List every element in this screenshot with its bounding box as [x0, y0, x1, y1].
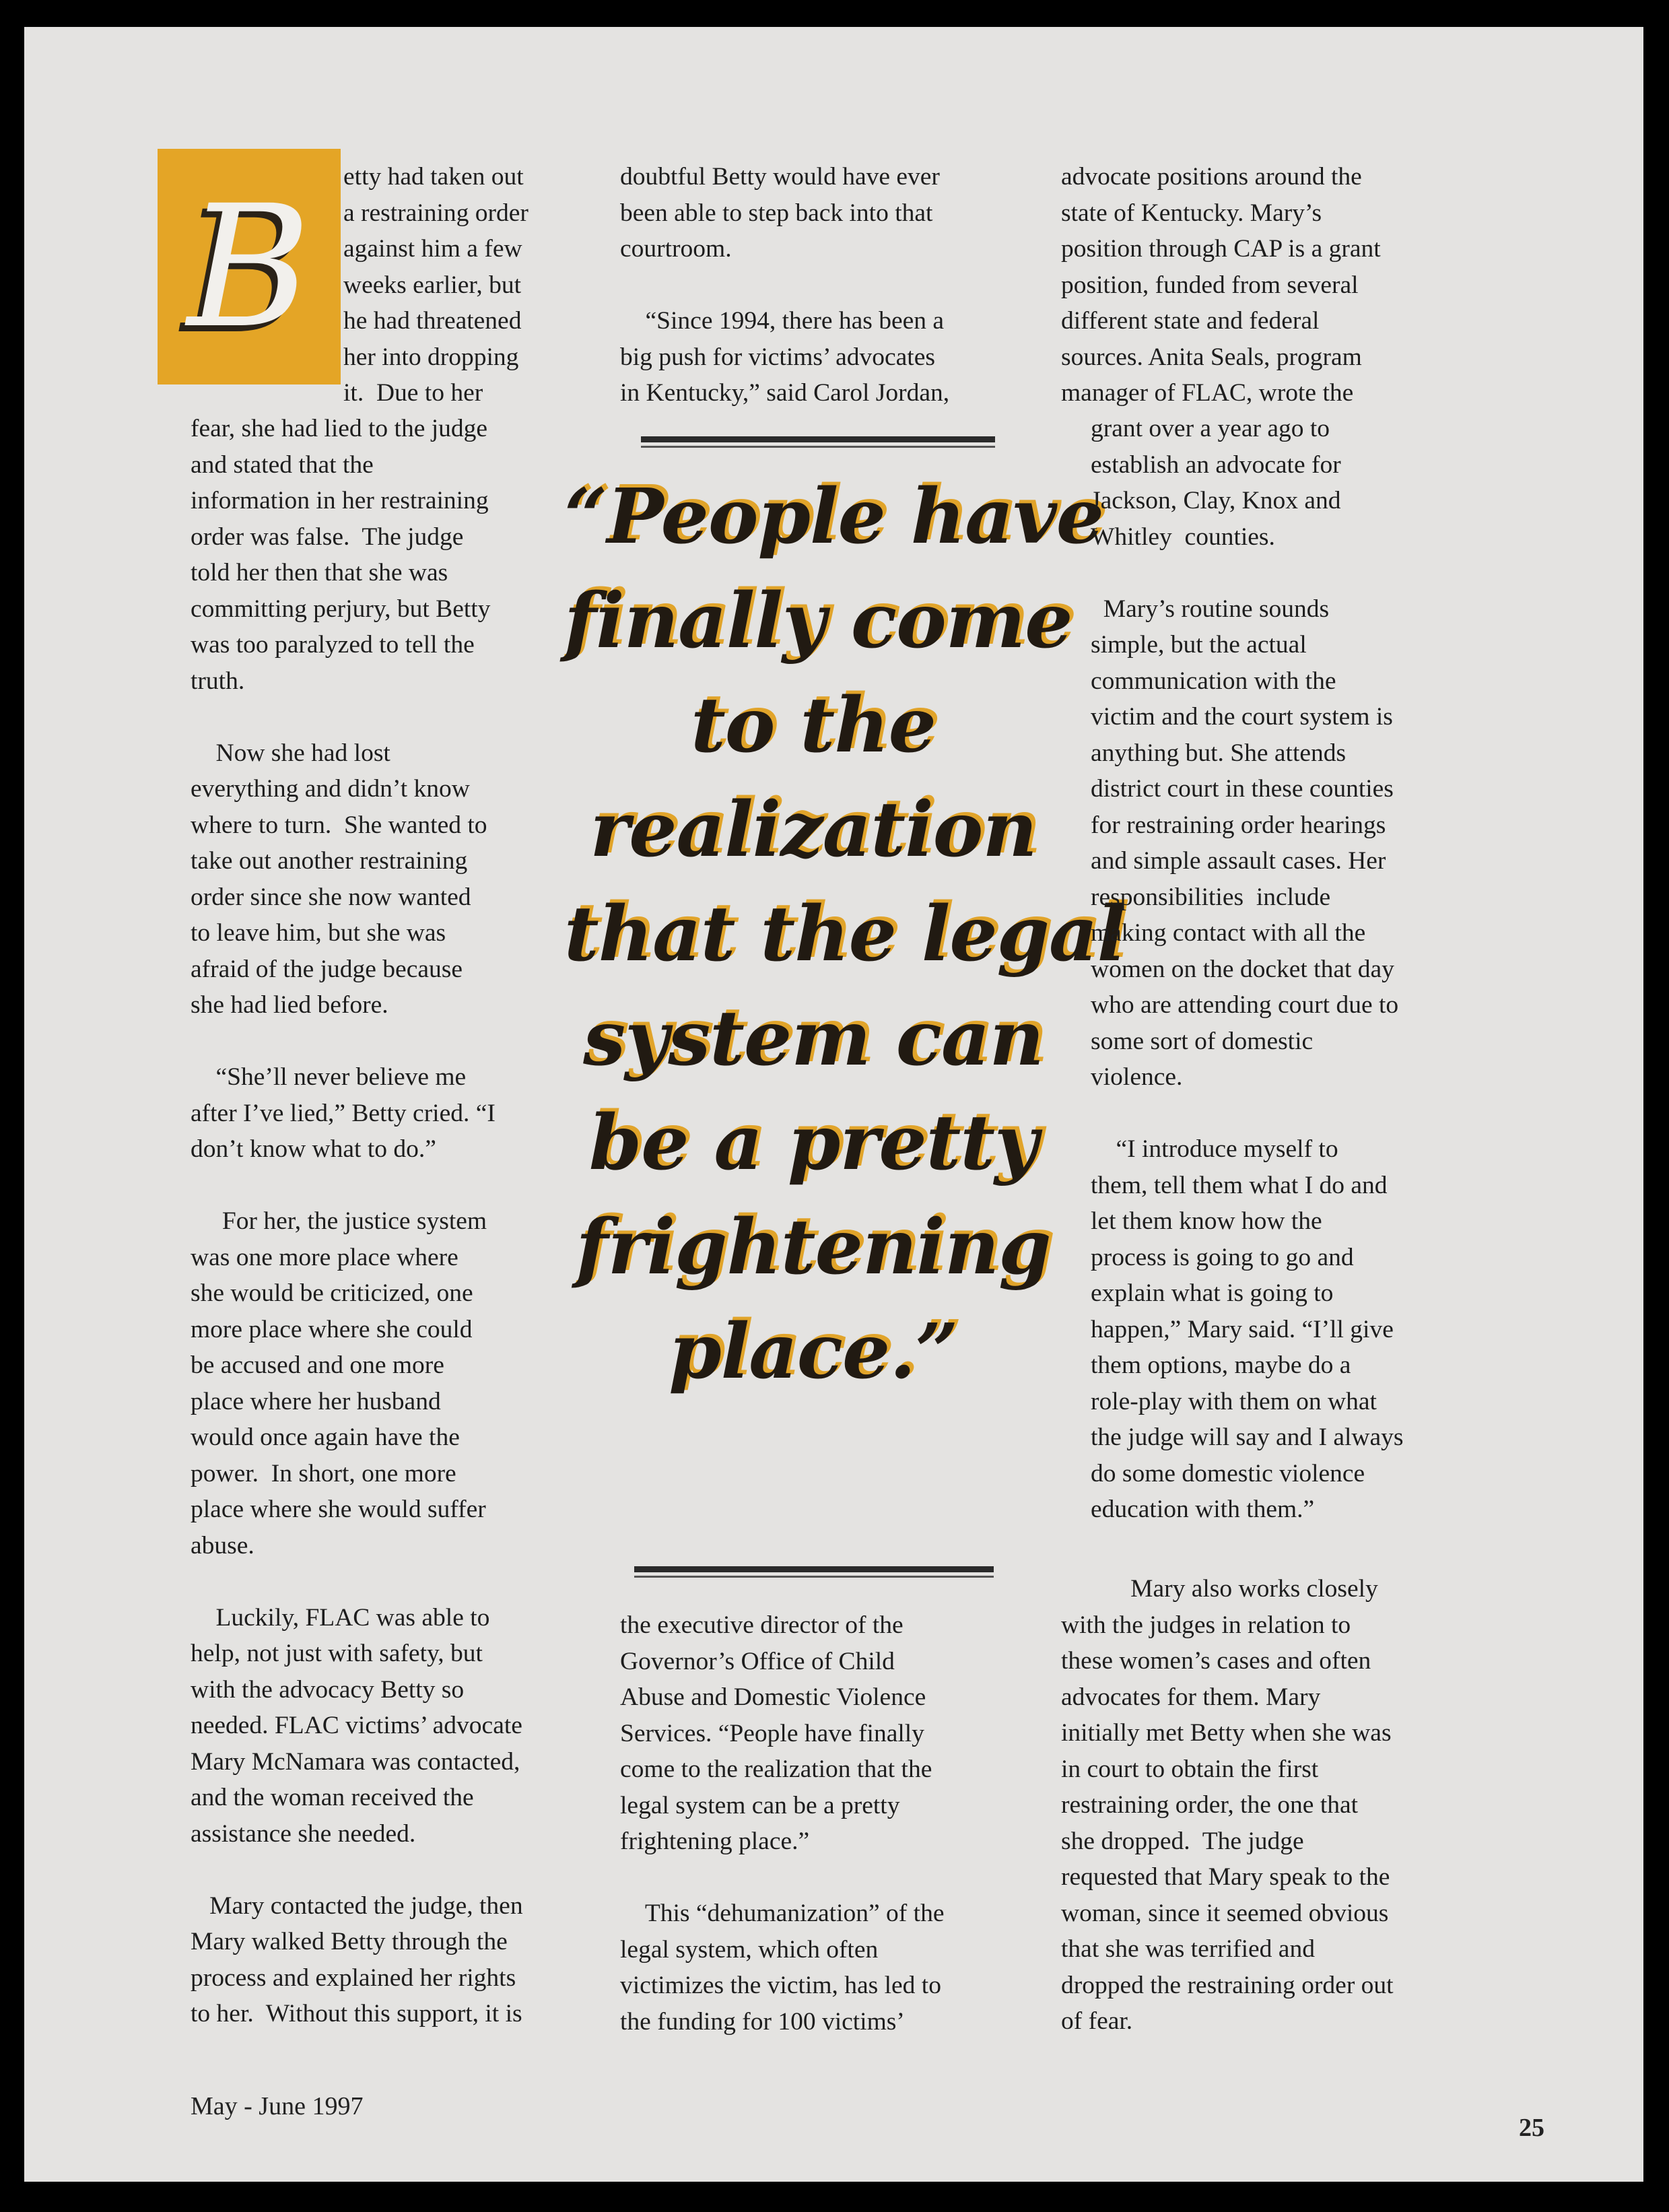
text-line: in Kentucky,” said Carol Jordan, [620, 379, 950, 407]
text-line: anything but. She attends [1091, 739, 1347, 767]
text-line: This “dehumanization” of the [620, 1900, 945, 1927]
text-line: weeks earlier, but [343, 271, 522, 299]
text-line: etty had taken out [343, 163, 524, 191]
text-line: Governor’s Office of Child [620, 1647, 895, 1675]
text-line: courtroom. [620, 235, 732, 263]
text-line: to her. Without this support, it is [191, 2000, 522, 2027]
text-line: abuse. [191, 1531, 254, 1560]
text-line: grant over a year ago to [1091, 415, 1330, 442]
text-line: responsibilities include [1091, 883, 1331, 911]
text-line: take out another restraining [191, 847, 468, 875]
text-line: frightening place.” [620, 1828, 810, 1855]
column-1 [191, 411, 523, 2032]
text-line [191, 1168, 523, 1204]
text-line: simple, but the actual [1091, 631, 1307, 659]
text-line: more place where she could [191, 1315, 473, 1343]
text-line: Mary contacted the judge, then [191, 1891, 523, 1920]
text-line: dropped the restraining order out [1061, 1971, 1394, 1999]
text-line [191, 1564, 523, 1600]
text-line: realization [590, 786, 1037, 874]
text-line: them, tell them what I do and [1091, 1171, 1388, 1199]
text-line: the executive director of the [620, 1611, 904, 1639]
text-line: place where she would suffer [191, 1496, 486, 1523]
text-line: sources. Anita Seals, program [1061, 343, 1362, 371]
text-line [191, 699, 523, 735]
issue-date: May - June 1997 [191, 2092, 364, 2120]
text-line: “People have [564, 473, 1104, 561]
text-line: been able to step back into that [620, 199, 933, 227]
text-line: to the [691, 681, 936, 770]
text-line: Services. “People have finally [620, 1719, 924, 1747]
text-line: role-play with them on what [1091, 1387, 1377, 1415]
text-line [191, 1024, 523, 1060]
text-line: with the advocacy Betty so [191, 1675, 465, 1704]
drop-cap-letter: B [187, 168, 311, 365]
text-line: doubtful Betty would have ever [620, 163, 940, 191]
column-3 [1091, 411, 1403, 1528]
text-line: of fear. [1061, 2007, 1133, 2035]
text-line: the funding for 100 victims’ [620, 2007, 905, 2036]
text-line: in court to obtain the first [1061, 1755, 1319, 1783]
text-line: Luckily, FLAC was able to [191, 1603, 490, 1632]
text-line: Now she had lost [191, 739, 390, 767]
column-3-bottom [1061, 1571, 1394, 2040]
text-line: be a pretty [588, 1099, 1038, 1187]
text-line: frightening [576, 1203, 1051, 1292]
text-line: these women’s cases and often [1061, 1647, 1371, 1675]
text-line: after I’ve lied,” Betty cried. “I [191, 1099, 496, 1127]
text-line: process is going to go and [1091, 1243, 1354, 1271]
text-line: and the woman received the [191, 1784, 474, 1811]
text-line: it. Due to her [343, 379, 483, 407]
text-line: who are attending court due to [1091, 991, 1399, 1019]
text-line: For her, the justice system [191, 1207, 487, 1235]
text-line: place where her husband [191, 1387, 441, 1415]
pull-quote-top-rule [641, 436, 995, 442]
text-line: was too paralyzed to tell the [191, 631, 475, 659]
text-line: order was false. The judge [191, 523, 464, 551]
text-line: order since she now wanted [191, 883, 471, 911]
text-line: position through CAP is a grant [1061, 235, 1381, 263]
text-line: don’t know what to do.” [191, 1135, 436, 1163]
text-line: making contact with all the [1091, 919, 1366, 947]
text-line [620, 267, 949, 304]
text-line: process and explained her rights [191, 1964, 516, 1992]
pull-quote [564, 465, 1126, 1404]
text-line: information in her restraining [191, 487, 489, 514]
text-line: advocates for them. Mary [1061, 1683, 1321, 1711]
text-line: position, funded from several [1061, 271, 1359, 299]
text-line: violence. [1091, 1063, 1183, 1091]
page-number: 25 [1519, 2114, 1544, 2142]
text-line: manager of FLAC, wrote the [1061, 379, 1354, 407]
text-line: come to the realization that the [620, 1755, 932, 1783]
text-line: some sort of domestic [1091, 1027, 1314, 1055]
text-line: the judge will say and I always [1091, 1423, 1404, 1451]
text-line: different state and federal [1061, 307, 1320, 335]
text-line: would once again have the [191, 1423, 460, 1451]
text-line: “She’ll never believe me [191, 1063, 467, 1091]
text-line: to leave him, but she was [191, 919, 446, 947]
text-line: where to turn. She wanted to [191, 811, 487, 839]
text-line: women on the docket that day [1091, 955, 1394, 983]
text-line: afraid of the judge because [191, 955, 463, 983]
text-line: finally come [564, 577, 1072, 665]
text-line: she had lied before. [191, 991, 388, 1019]
text-line: her into dropping [343, 343, 519, 371]
text-line: let them know how the [1091, 1207, 1322, 1235]
text-line [1091, 1096, 1403, 1132]
text-line: she dropped. The judge [1061, 1827, 1304, 1855]
text-line: victim and the court system is [1091, 703, 1393, 731]
text-line: help, not just with safety, but [191, 1640, 483, 1667]
text-line: he had threatened [343, 307, 522, 335]
text-line: establish an advocate for [1091, 450, 1341, 479]
text-line: told her then that she was [191, 559, 448, 586]
column-1-intro [343, 159, 529, 411]
text-line [191, 1852, 523, 1888]
text-line: Abuse and Domestic Violence [620, 1683, 926, 1711]
text-line: and stated that the [191, 450, 374, 479]
text-line: “Since 1994, there has been a [620, 307, 945, 335]
text-line: with the judges in relation to [1061, 1611, 1351, 1639]
text-line: “I introduce myself to [1091, 1135, 1338, 1163]
text-line: truth. [191, 667, 245, 695]
text-line: Whitley counties. [1091, 523, 1275, 551]
text-line: power. In short, one more [191, 1459, 456, 1487]
text-line: legal system can be a pretty [620, 1791, 900, 1819]
text-line: them options, maybe do a [1091, 1351, 1351, 1379]
text-line: everything and didn’t know [191, 775, 470, 803]
text-line: victimizes the victim, has led to [620, 1972, 941, 1999]
column-2-top [620, 159, 949, 411]
text-line: against him a few [343, 235, 522, 263]
text-line: do some domestic violence [1091, 1459, 1365, 1487]
pull-quote-bottom-rule-thin [634, 1576, 994, 1578]
text-line: big push for victims’ advocates [620, 343, 935, 371]
pull-quote-top-rule-thin [641, 446, 995, 448]
text-line: legal system, which often [620, 1935, 879, 1964]
text-line: woman, since it seemed obvious [1061, 1899, 1389, 1927]
drop-cap [158, 149, 341, 384]
text-line: explain what is going to [1091, 1279, 1334, 1307]
text-line: district court in these counties [1091, 775, 1394, 803]
text-line: happen,” Mary said. “I’ll give [1091, 1315, 1394, 1343]
text-line: initially met Betty when she was [1061, 1719, 1392, 1747]
text-line: Jackson, Clay, Knox and [1091, 487, 1341, 514]
column-2-bottom [620, 1607, 944, 2040]
pull-quote-bottom-rule [634, 1566, 994, 1572]
text-line: Mary’s routine sounds [1091, 595, 1330, 623]
text-line: committing perjury, but Betty [191, 595, 491, 623]
text-line: Mary also works closely [1061, 1575, 1378, 1603]
column-3-top [1061, 159, 1381, 411]
text-line: a restraining order [343, 199, 529, 227]
text-line: was one more place where [191, 1243, 458, 1271]
text-line: Mary walked Betty through the [191, 1928, 508, 1955]
text-line: system can [583, 995, 1044, 1083]
text-line: communication with the [1091, 667, 1336, 695]
text-line: needed. FLAC victims’ advocate [191, 1712, 522, 1739]
text-line: advocate positions around the [1061, 163, 1362, 191]
text-line: fear, she had lied to the judge [191, 415, 488, 442]
text-line: that she was terrified and [1061, 1935, 1315, 1963]
text-line: for restraining order hearings [1091, 811, 1386, 839]
text-line: assistance she needed. [191, 1819, 416, 1848]
text-line: she would be criticized, one [191, 1279, 473, 1307]
text-line: restraining order, the one that [1061, 1791, 1359, 1819]
text-line: place.” [669, 1308, 958, 1396]
text-line: be accused and one more [191, 1351, 444, 1379]
text-line: state of Kentucky. Mary’s [1061, 199, 1322, 227]
text-line: education with them.” [1091, 1496, 1315, 1523]
text-line [1091, 555, 1403, 591]
text-line [620, 1860, 944, 1896]
text-line: and simple assault cases. Her [1091, 847, 1386, 875]
text-line: Mary McNamara was contacted, [191, 1747, 520, 1776]
text-line: that the legal [564, 890, 1126, 978]
text-line: requested that Mary speak to the [1061, 1863, 1390, 1891]
